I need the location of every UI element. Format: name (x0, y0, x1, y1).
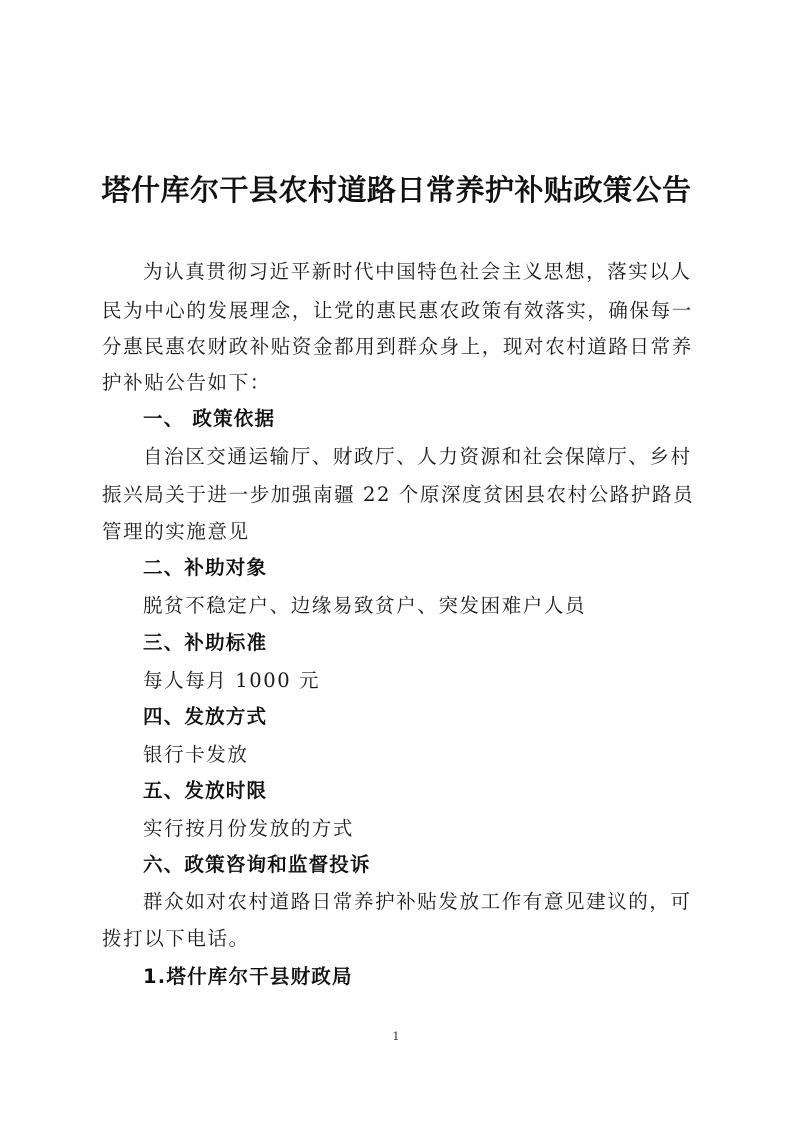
section-heading-standard: 三、补助标准 (143, 631, 268, 654)
section-line: 群众如对农村道路日常养护补贴发放工作有意见建议的，可 (143, 890, 692, 913)
section-heading-time: 五、发放时限 (143, 779, 268, 802)
intro-line: 护补贴公告如下： (102, 371, 271, 394)
section-line: 每人每月 1000 元 (143, 669, 321, 692)
section-heading-basis: 一、 政策依据 (143, 407, 276, 430)
contact-item: 1.塔什库尔干县财政局 (143, 965, 353, 988)
section-heading-method: 四、发放方式 (143, 705, 268, 728)
intro-line: 为认真贯彻习近平新时代中国特色社会主义思想，落实以人 (143, 260, 692, 283)
section-line: 脱贫不稳定户、边缘易致贫户、突发困难户人员 (143, 594, 587, 617)
section-line: 实行按月份发放的方式 (143, 817, 355, 840)
section-line: 管理的实施意见 (102, 520, 250, 543)
section-heading-target: 二、补助对象 (143, 556, 268, 579)
intro-line: 分惠民惠农财政补贴资金都用到群众身上，现对农村道路日常养 (102, 335, 693, 358)
section-line: 振兴局关于进一步加强南疆 22 个原深度贫困县农村公路护路员 (102, 483, 695, 506)
section-line: 拨打以下电话。 (102, 927, 250, 950)
section-line: 银行卡发放 (143, 743, 249, 766)
section-heading-consultation: 六、政策咨询和监督投诉 (143, 853, 371, 876)
section-line: 自治区交通运输厅、财政厅、人力资源和社会保障厅、乡村 (143, 445, 692, 468)
intro-line: 民为中心的发展理念，让党的惠民惠农政策有效落实，确保每一 (102, 299, 693, 322)
page-number: 1 (392, 1030, 400, 1043)
page-title: 塔什库尔干县农村道路日常养护补贴政策公告 (101, 173, 692, 207)
